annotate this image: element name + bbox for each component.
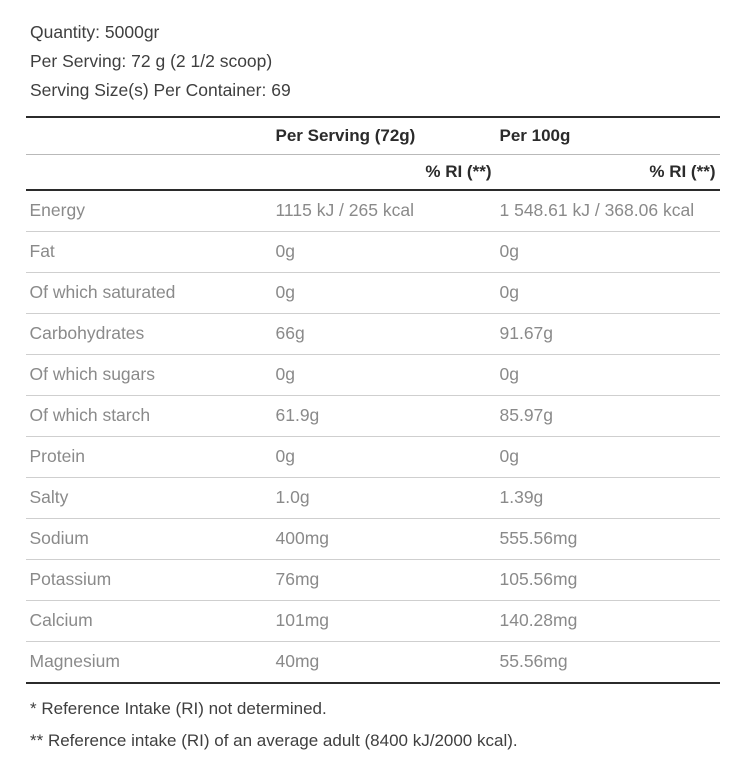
nutrient-per-100g-value: 1.39g [496,478,720,519]
per-serving-line: Per Serving: 72 g (2 1/2 scoop) [30,51,273,71]
nutrient-per-serving-value: 61.9g [272,396,496,437]
nutrient-name: Energy [26,190,272,232]
servings-per-container-line: Serving Size(s) Per Container: 69 [30,80,291,100]
table-row [26,642,720,684]
footnote-one: * Reference Intake (RI) not determined. [30,699,327,718]
nutrient-per-100g-value: 140.28mg [496,601,720,642]
nutrient-per-100g-value: 0g [496,437,720,478]
subheader-blank [26,155,272,191]
subheader-per-100g-ri: % RI (**) [496,155,720,191]
nutrient-per-100g-value: 0g [496,232,720,273]
quantity-line: Quantity: 5000gr [30,22,160,42]
nutrient-name: Calcium [26,601,272,642]
nutrient-per-100g-value: 555.56mg [496,519,720,560]
subheader-per-serving-ri: % RI (**) [272,155,496,191]
nutrient-per-serving-value: 0g [272,437,496,478]
nutrient-per-serving-value: 1115 kJ / 265 kcal [272,190,496,232]
nutrient-name: Fat [26,232,272,273]
nutrient-name: Potassium [26,560,272,601]
table-header [26,117,720,190]
nutrient-per-serving-value: 101mg [272,601,496,642]
table-row [26,314,720,355]
nutrient-per-100g-value: 105.56mg [496,560,720,601]
nutrient-per-100g-value: 85.97g [496,396,720,437]
nutrient-name: Of which sugars [26,355,272,396]
nutrient-name: Of which saturated [26,273,272,314]
nutrient-per-100g-value: 91.67g [496,314,720,355]
table-body [26,190,720,683]
nutrient-per-serving-value: 40mg [272,642,496,684]
nutrient-per-100g-value: 0g [496,273,720,314]
nutrition-table [26,116,720,684]
table-row [26,190,720,232]
product-meta [30,18,731,105]
table-row [26,560,720,601]
footnote-two: ** Reference intake (RI) of an average adult (8400 kJ/2000 kcal). [30,731,518,750]
nutrient-per-100g-value: 55.56mg [496,642,720,684]
table-row [26,478,720,519]
nutrient-per-100g-value: 0g [496,355,720,396]
table-row [26,601,720,642]
table-row [26,396,720,437]
nutrient-per-100g-value: 1 548.61 kJ / 368.06 kcal [496,190,720,232]
nutrient-name: Salty [26,478,272,519]
nutrient-per-serving-value: 0g [272,355,496,396]
table-subheader-row [26,155,720,191]
nutrient-name: Magnesium [26,642,272,684]
nutrient-per-serving-value: 76mg [272,560,496,601]
nutrient-name: Sodium [26,519,272,560]
table-row [26,437,720,478]
table-header-row [26,117,720,155]
footnotes [30,693,731,757]
column-header-nutrient [26,117,272,155]
nutrient-name: Carbohydrates [26,314,272,355]
column-header-per-100g: Per 100g [496,117,720,155]
nutrient-per-serving-value: 0g [272,273,496,314]
column-header-per-serving: Per Serving (72g) [272,117,496,155]
nutrient-name: Protein [26,437,272,478]
nutrient-per-serving-value: 66g [272,314,496,355]
table-row [26,355,720,396]
nutrient-per-serving-value: 400mg [272,519,496,560]
nutrient-name: Of which starch [26,396,272,437]
table-row [26,273,720,314]
nutrient-per-serving-value: 0g [272,232,496,273]
table-row [26,232,720,273]
nutrient-per-serving-value: 1.0g [272,478,496,519]
table-row [26,519,720,560]
